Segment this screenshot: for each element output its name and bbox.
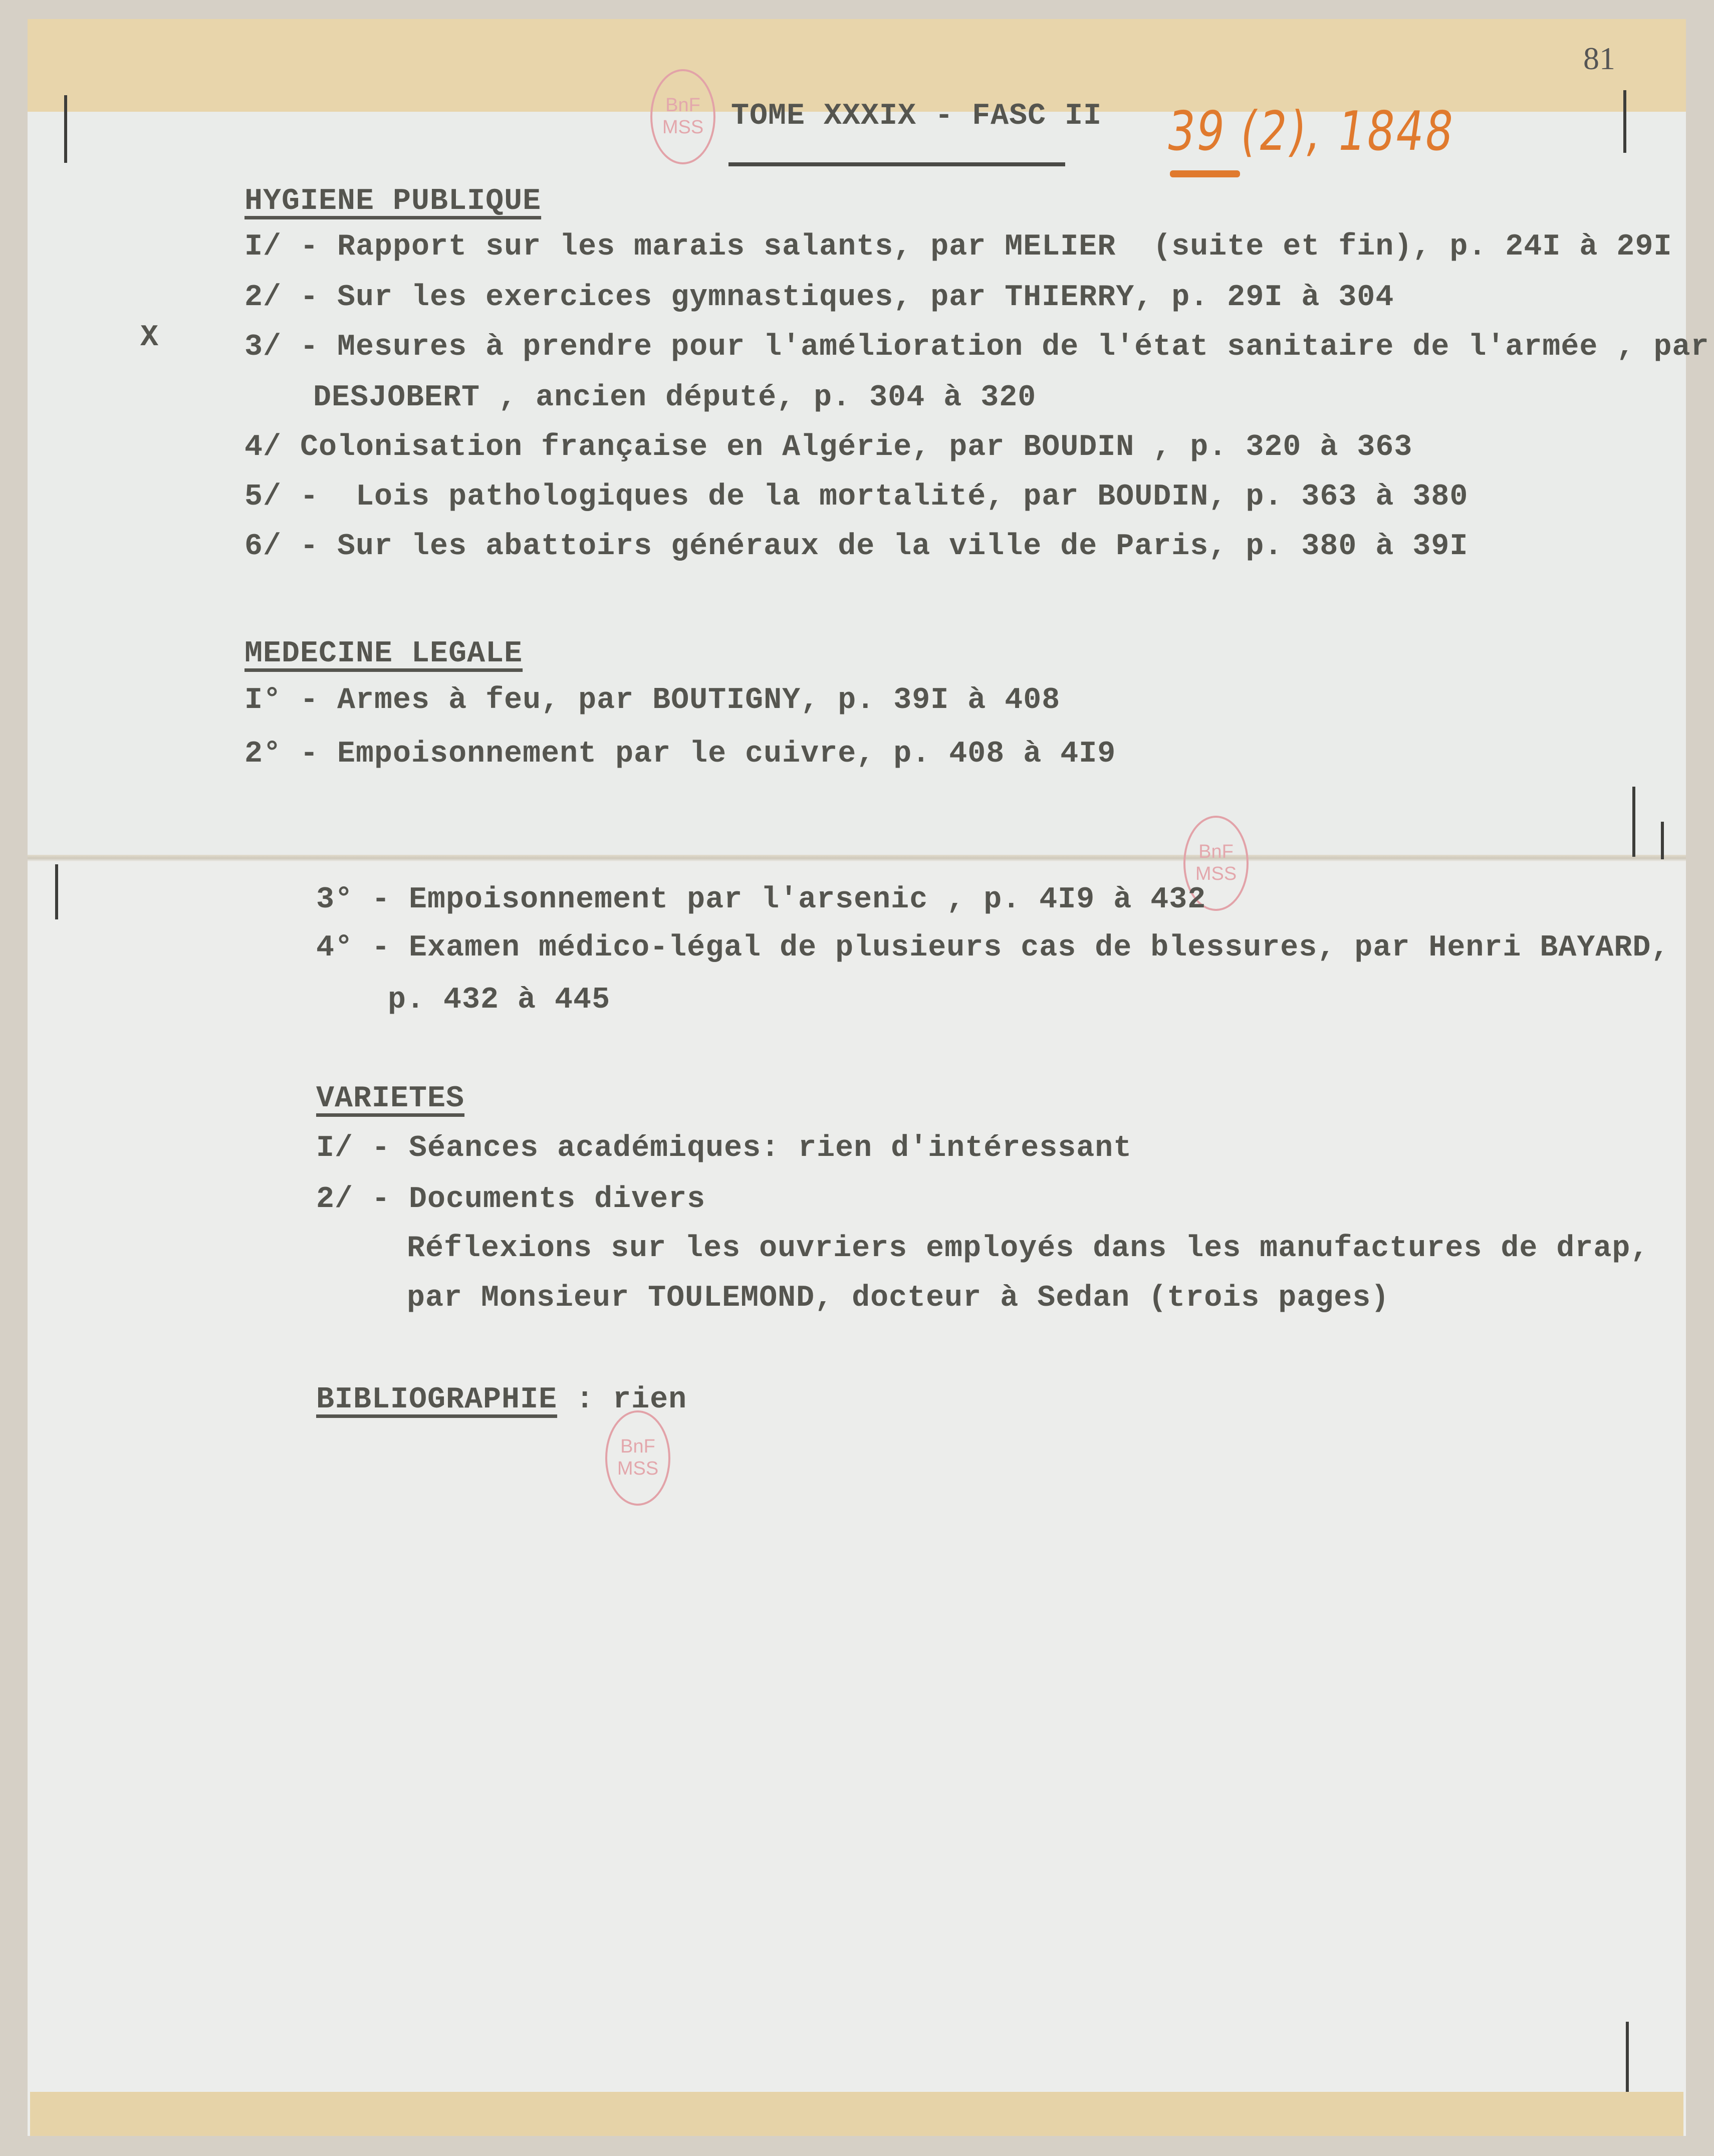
clip-mark [64, 95, 67, 163]
bibliographie-line [316, 1383, 687, 1417]
list-item: 3° - Empoisonnement par l'arsenic , p. 4I9 à 432 [316, 883, 1206, 917]
list-item: 2° - Empoisonnement par le cuivre, p. 408 à 4I9 [244, 737, 1116, 771]
clip-mark [1632, 787, 1635, 857]
list-item-continuation: par Monsieur TOULEMOND, docteur à Sedan (trois pages) [407, 1281, 1390, 1315]
clip-mark [1623, 90, 1626, 153]
page-number: 81 [1583, 41, 1615, 76]
sheet-join [28, 855, 1686, 862]
section-heading-hygiene: HYGIENE PUBLIQUE [244, 184, 542, 218]
title-underline [728, 162, 1065, 166]
list-item-continuation: DESJOBERT , ancien député, p. 304 à 320 [313, 381, 1037, 415]
list-item: 2/ - Sur les exercices gymnastiques, par THIERRY, p. 29I à 304 [244, 281, 1394, 315]
bnf-stamp: BnF MSS [650, 69, 715, 164]
list-item: I/ - Séances académiques: rien d'intéressant [316, 1131, 1132, 1165]
handwritten-note: 39 (2), 1848 [1163, 100, 1459, 163]
section-heading-medecine: MEDECINE LEGALE [244, 637, 523, 671]
clip-mark [1661, 822, 1664, 859]
clip-mark [55, 864, 58, 919]
clip-mark [1626, 2022, 1629, 2092]
list-item: I° - Armes à feu, par BOUTIGNY, p. 39I à 408 [244, 683, 1061, 717]
handwritten-underline [1170, 170, 1240, 177]
list-item: 6/ - Sur les abattoirs généraux de la ville de Paris, p. 380 à 39I [244, 530, 1468, 564]
bottom-paper-edge [30, 2092, 1683, 2136]
list-item: 4/ Colonisation française en Algérie, par BOUDIN , p. 320 à 363 [244, 430, 1413, 464]
bnf-stamp: BnF MSS [1183, 816, 1249, 911]
section-heading-varietes: VARIETES [316, 1082, 465, 1116]
top-paper-edge [28, 19, 1686, 112]
list-item-continuation: Réflexions sur les ouvriers employés dans les manufactures de drap, [407, 1232, 1649, 1266]
list-item: I/ - Rapport sur les marais salants, par MELIER (suite et fin), p. 24I à 29I [244, 230, 1672, 264]
document-title: TOME XXXIX - FASC II [731, 99, 1102, 133]
bnf-stamp: BnF MSS [605, 1410, 670, 1506]
bibliographie-value: : rien [557, 1383, 687, 1417]
list-item: 3/ - Mesures à prendre pour l'amélioration de l'état sanitaire de l'armée , par [244, 330, 1709, 364]
section-heading-bibliographie: BIBLIOGRAPHIE [316, 1383, 558, 1417]
list-item: 5/ - Lois pathologiques de la mortalité, par BOUDIN, p. 363 à 380 [244, 480, 1468, 514]
margin-mark: X [140, 321, 159, 355]
list-item-continuation: p. 432 à 445 [388, 983, 611, 1017]
list-item: 2/ - Documents divers [316, 1182, 706, 1217]
list-item: 4° - Examen médico-légal de plusieurs cas de blessures, par Henri BAYARD, [316, 931, 1670, 965]
